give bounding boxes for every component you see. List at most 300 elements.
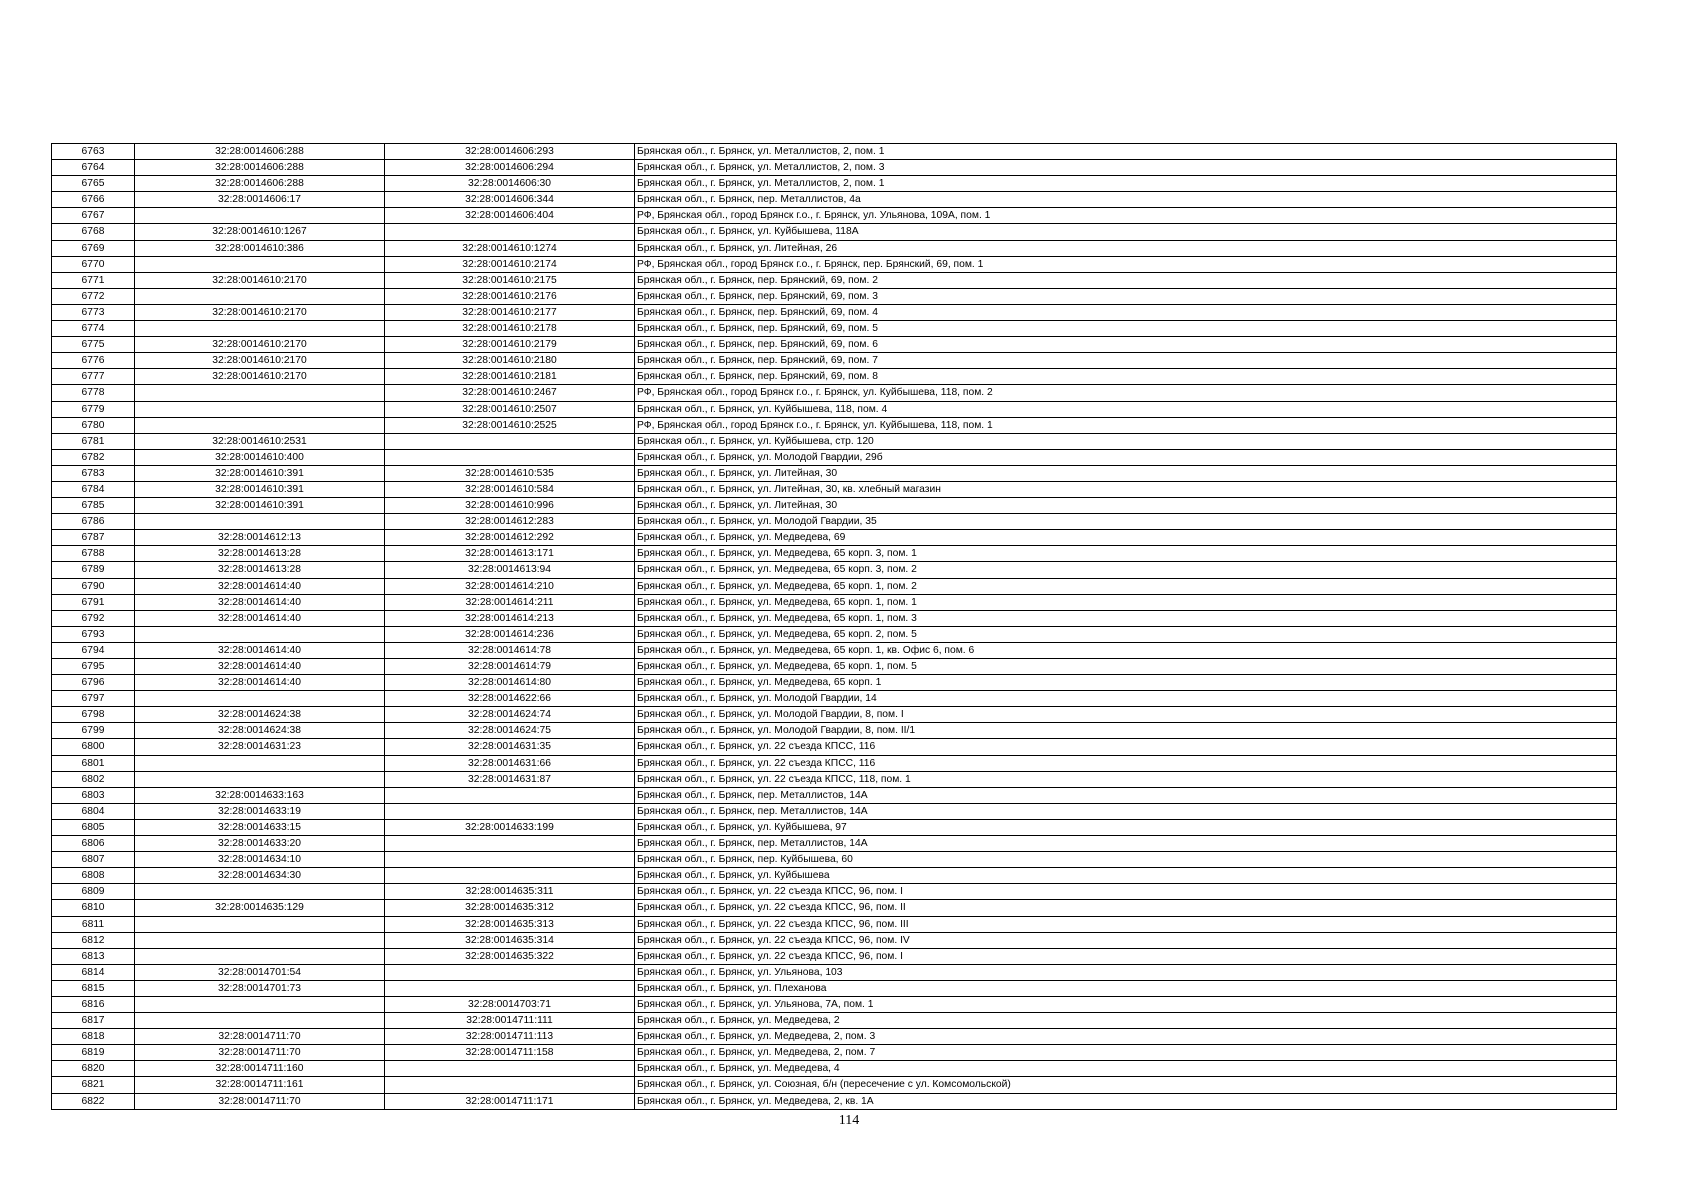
land-cadastral-number-cell: 32:28:0014610:2170 [135,304,385,320]
table-row [52,723,1617,739]
table-row [52,707,1617,723]
address-cell: Брянская обл., г. Брянск, ул. 22 съезда КПСС, 96, пом. I [635,884,1617,900]
table-row [52,385,1617,401]
address-cell: Брянская обл., г. Брянск, ул. Плеханова [635,980,1617,996]
row-number-cell: 6802 [52,771,135,787]
row-number-cell: 6796 [52,675,135,691]
table-row [52,1013,1617,1029]
row-number-cell: 6811 [52,916,135,932]
land-cadastral-number-cell: 32:28:0014606:288 [135,160,385,176]
address-cell: Брянская обл., г. Брянск, пер. Металлистов, 14А [635,803,1617,819]
land-cadastral-number-cell [135,208,385,224]
object-cadastral-number-cell: 32:28:0014613:171 [385,546,635,562]
row-number-cell: 6787 [52,530,135,546]
address-cell: РФ, Брянская обл., город Брянск г.о., г. Брянск, ул. Ульянова, 109А, пом. 1 [635,208,1617,224]
object-cadastral-number-cell: 32:28:0014610:2507 [385,401,635,417]
object-cadastral-number-cell [385,868,635,884]
address-cell: Брянская обл., г. Брянск, ул. Медведева, 2, кв. 1А [635,1093,1617,1109]
object-cadastral-number-cell: 32:28:0014610:584 [385,481,635,497]
object-cadastral-number-cell: 32:28:0014610:2179 [385,337,635,353]
land-cadastral-number-cell [135,771,385,787]
row-number-cell: 6767 [52,208,135,224]
object-cadastral-number-cell [385,836,635,852]
table-row [52,980,1617,996]
object-cadastral-number-cell: 32:28:0014610:535 [385,465,635,481]
address-cell: Брянская обл., г. Брянск, пер. Брянский, 69, пом. 5 [635,321,1617,337]
row-number-cell: 6818 [52,1029,135,1045]
land-cadastral-number-cell: 32:28:0014635:129 [135,900,385,916]
land-cadastral-number-cell: 32:28:0014610:391 [135,465,385,481]
land-cadastral-number-cell: 32:28:0014610:2170 [135,369,385,385]
object-cadastral-number-cell: 32:28:0014703:71 [385,996,635,1012]
land-cadastral-number-cell: 32:28:0014711:161 [135,1077,385,1093]
land-cadastral-number-cell [135,932,385,948]
address-cell: Брянская обл., г. Брянск, ул. Медведева, 4 [635,1061,1617,1077]
land-cadastral-number-cell: 32:28:0014634:10 [135,852,385,868]
land-cadastral-number-cell: 32:28:0014624:38 [135,707,385,723]
row-number-cell: 6816 [52,996,135,1012]
row-number-cell: 6810 [52,900,135,916]
row-number-cell: 6763 [52,144,135,160]
row-number-cell: 6799 [52,723,135,739]
table-row [52,578,1617,594]
land-cadastral-number-cell: 32:28:0014610:2170 [135,353,385,369]
object-cadastral-number-cell [385,964,635,980]
object-cadastral-number-cell: 32:28:0014614:210 [385,578,635,594]
land-cadastral-number-cell: 32:28:0014610:2531 [135,433,385,449]
row-number-cell: 6795 [52,659,135,675]
table-row [52,610,1617,626]
land-cadastral-number-cell: 32:28:0014614:40 [135,610,385,626]
table-row [52,498,1617,514]
row-number-cell: 6783 [52,465,135,481]
row-number-cell: 6772 [52,288,135,304]
object-cadastral-number-cell [385,224,635,240]
land-cadastral-number-cell [135,884,385,900]
object-cadastral-number-cell: 32:28:0014610:2181 [385,369,635,385]
object-cadastral-number-cell: 32:28:0014606:293 [385,144,635,160]
object-cadastral-number-cell [385,803,635,819]
object-cadastral-number-cell: 32:28:0014633:199 [385,819,635,835]
address-cell: Брянская обл., г. Брянск, ул. Медведева, 65 корп. 1, кв. Офис 6, пом. 6 [635,642,1617,658]
address-cell: Брянская обл., г. Брянск, пер. Брянский, 69, пом. 3 [635,288,1617,304]
land-cadastral-number-cell [135,996,385,1012]
land-cadastral-number-cell: 32:28:0014633:163 [135,787,385,803]
address-cell: Брянская обл., г. Брянск, ул. 22 съезда КПСС, 96, пом. IV [635,932,1617,948]
row-number-cell: 6815 [52,980,135,996]
row-number-cell: 6777 [52,369,135,385]
table-row [52,321,1617,337]
table-row [52,996,1617,1012]
address-cell: Брянская обл., г. Брянск, пер. Брянский, 69, пом. 6 [635,337,1617,353]
table-row [52,224,1617,240]
object-cadastral-number-cell: 32:28:0014711:113 [385,1029,635,1045]
row-number-cell: 6817 [52,1013,135,1029]
land-cadastral-number-cell: 32:28:0014614:40 [135,659,385,675]
object-cadastral-number-cell: 32:28:0014631:66 [385,755,635,771]
table-row [52,852,1617,868]
object-cadastral-number-cell [385,449,635,465]
table-row [52,755,1617,771]
table-row [52,176,1617,192]
address-cell: Брянская обл., г. Брянск, ул. 22 съезда КПСС, 96, пом. II [635,900,1617,916]
row-number-cell: 6770 [52,256,135,272]
land-cadastral-number-cell: 32:28:0014610:386 [135,240,385,256]
table-row [52,819,1617,835]
object-cadastral-number-cell: 32:28:0014614:213 [385,610,635,626]
page-number: 114 [838,1113,860,1128]
address-cell: Брянская обл., г. Брянск, ул. Молодой Гвардии, 29б [635,449,1617,465]
address-cell: Брянская обл., г. Брянск, ул. Куйбышева, стр. 120 [635,433,1617,449]
row-number-cell: 6794 [52,642,135,658]
land-cadastral-number-cell [135,1013,385,1029]
land-cadastral-number-cell [135,401,385,417]
address-cell: Брянская обл., г. Брянск, ул. Медведева, 2 [635,1013,1617,1029]
land-cadastral-number-cell [135,256,385,272]
land-cadastral-number-cell: 32:28:0014634:30 [135,868,385,884]
address-cell: Брянская обл., г. Брянск, ул. Молодой Гвардии, 35 [635,514,1617,530]
row-number-cell: 6766 [52,192,135,208]
land-cadastral-number-cell: 32:28:0014614:40 [135,675,385,691]
row-number-cell: 6803 [52,787,135,803]
table-row [52,256,1617,272]
land-cadastral-number-cell: 32:28:0014610:391 [135,481,385,497]
row-number-cell: 6791 [52,594,135,610]
table-row [52,481,1617,497]
row-number-cell: 6769 [52,240,135,256]
row-number-cell: 6789 [52,562,135,578]
land-cadastral-number-cell [135,288,385,304]
table-row [52,916,1617,932]
address-cell: Брянская обл., г. Брянск, ул. Медведева, 65 корп. 1, пом. 5 [635,659,1617,675]
table-row [52,659,1617,675]
table-row [52,288,1617,304]
object-cadastral-number-cell [385,1077,635,1093]
row-number-cell: 6805 [52,819,135,835]
address-cell: Брянская обл., г. Брянск, ул. Медведева, 69 [635,530,1617,546]
table-row [52,208,1617,224]
row-number-cell: 6788 [52,546,135,562]
address-cell: Брянская обл., г. Брянск, ул. Литейная, 30 [635,498,1617,514]
land-cadastral-number-cell: 32:28:0014711:160 [135,1061,385,1077]
row-number-cell: 6779 [52,401,135,417]
object-cadastral-number-cell: 32:28:0014606:294 [385,160,635,176]
land-cadastral-number-cell: 32:28:0014614:40 [135,578,385,594]
address-cell: Брянская обл., г. Брянск, ул. Медведева, 65 корп. 1, пом. 2 [635,578,1617,594]
land-cadastral-number-cell [135,916,385,932]
address-cell: Брянская обл., г. Брянск, ул. 22 съезда КПСС, 118, пом. 1 [635,771,1617,787]
address-cell: Брянская обл., г. Брянск, ул. Медведева, 65 корп. 1, пом. 3 [635,610,1617,626]
table-row [52,836,1617,852]
land-cadastral-number-cell: 32:28:0014606:17 [135,192,385,208]
table-row [52,900,1617,916]
land-cadastral-number-cell [135,321,385,337]
address-cell: Брянская обл., г. Брянск, ул. Молодой Гвардии, 8, пом. II/1 [635,723,1617,739]
address-cell: Брянская обл., г. Брянск, ул. Литейная, 30 [635,465,1617,481]
table-row [52,449,1617,465]
object-cadastral-number-cell: 32:28:0014610:1274 [385,240,635,256]
object-cadastral-number-cell: 32:28:0014624:74 [385,707,635,723]
object-cadastral-number-cell: 32:28:0014635:322 [385,948,635,964]
address-cell: Брянская обл., г. Брянск, пер. Брянский, 69, пом. 7 [635,353,1617,369]
row-number-cell: 6784 [52,481,135,497]
object-cadastral-number-cell: 32:28:0014711:171 [385,1093,635,1109]
address-cell: Брянская обл., г. Брянск, ул. Ульянова, 103 [635,964,1617,980]
address-cell: Брянская обл., г. Брянск, ул. Союзная, б/н (пересечение с ул. Комсомольской) [635,1077,1617,1093]
land-cadastral-number-cell [135,948,385,964]
row-number-cell: 6793 [52,626,135,642]
table-row [52,803,1617,819]
address-cell: РФ, Брянская обл., город Брянск г.о., г. Брянск, пер. Брянский, 69, пом. 1 [635,256,1617,272]
land-cadastral-number-cell: 32:28:0014610:2170 [135,337,385,353]
table-row [52,642,1617,658]
object-cadastral-number-cell: 32:28:0014610:2176 [385,288,635,304]
row-number-cell: 6782 [52,449,135,465]
object-cadastral-number-cell: 32:28:0014635:312 [385,900,635,916]
address-cell: Брянская обл., г. Брянск, ул. 22 съезда КПСС, 116 [635,755,1617,771]
object-cadastral-number-cell: 32:28:0014606:30 [385,176,635,192]
land-cadastral-number-cell: 32:28:0014612:13 [135,530,385,546]
land-cadastral-number-cell [135,385,385,401]
land-cadastral-number-cell: 32:28:0014613:28 [135,546,385,562]
land-cadastral-number-cell: 32:28:0014613:28 [135,562,385,578]
object-cadastral-number-cell: 32:28:0014711:158 [385,1045,635,1061]
address-cell: Брянская обл., г. Брянск, ул. 22 съезда КПСС, 116 [635,739,1617,755]
address-cell: Брянская обл., г. Брянск, пер. Брянский, 69, пом. 8 [635,369,1617,385]
object-cadastral-number-cell: 32:28:0014614:211 [385,594,635,610]
address-cell: Брянская обл., г. Брянск, ул. Молодой Гвардии, 8, пом. I [635,707,1617,723]
table-row [52,337,1617,353]
table-row [52,594,1617,610]
table-row [52,192,1617,208]
object-cadastral-number-cell: 32:28:0014614:236 [385,626,635,642]
table-row [52,417,1617,433]
address-cell: Брянская обл., г. Брянск, пер. Брянский, 69, пом. 2 [635,272,1617,288]
address-cell: Брянская обл., г. Брянск, ул. Молодой Гвардии, 14 [635,691,1617,707]
table-row [52,691,1617,707]
row-number-cell: 6792 [52,610,135,626]
address-cell: Брянская обл., г. Брянск, ул. Металлистов, 2, пом. 1 [635,144,1617,160]
address-cell: Брянская обл., г. Брянск, ул. Медведева, 65 корп. 1, пом. 1 [635,594,1617,610]
table-row [52,514,1617,530]
land-cadastral-number-cell: 32:28:0014606:288 [135,144,385,160]
object-cadastral-number-cell: 32:28:0014610:2175 [385,272,635,288]
land-cadastral-number-cell: 32:28:0014610:400 [135,449,385,465]
address-cell: Брянская обл., г. Брянск, пер. Металлистов, 4а [635,192,1617,208]
table-row [52,771,1617,787]
object-cadastral-number-cell: 32:28:0014614:80 [385,675,635,691]
row-number-cell: 6800 [52,739,135,755]
row-number-cell: 6771 [52,272,135,288]
table-row [52,739,1617,755]
row-number-cell: 6814 [52,964,135,980]
land-cadastral-number-cell: 32:28:0014614:40 [135,594,385,610]
address-cell: Брянская обл., г. Брянск, ул. Литейная, 30, кв. хлебный магазин [635,481,1617,497]
table-row [52,465,1617,481]
address-cell: Брянская обл., г. Брянск, ул. Куйбышева [635,868,1617,884]
object-cadastral-number-cell: 32:28:0014610:2525 [385,417,635,433]
object-cadastral-number-cell [385,1061,635,1077]
row-number-cell: 6820 [52,1061,135,1077]
land-cadastral-number-cell: 32:28:0014610:391 [135,498,385,514]
table-row [52,546,1617,562]
row-number-cell: 6778 [52,385,135,401]
object-cadastral-number-cell: 32:28:0014606:404 [385,208,635,224]
object-cadastral-number-cell: 32:28:0014612:292 [385,530,635,546]
address-cell: РФ, Брянская обл., город Брянск г.о., г. Брянск, ул. Куйбышева, 118, пом. 2 [635,385,1617,401]
object-cadastral-number-cell [385,787,635,803]
address-cell: Брянская обл., г. Брянск, ул. Куйбышева, 118А [635,224,1617,240]
address-cell: Брянская обл., г. Брянск, ул. Медведева, 65 корп. 3, пом. 2 [635,562,1617,578]
address-cell: Брянская обл., г. Брянск, ул. 22 съезда КПСС, 96, пом. I [635,948,1617,964]
object-cadastral-number-cell: 32:28:0014610:996 [385,498,635,514]
land-cadastral-number-cell: 32:28:0014711:70 [135,1029,385,1045]
land-cadastral-number-cell [135,626,385,642]
row-number-cell: 6808 [52,868,135,884]
row-number-cell: 6790 [52,578,135,594]
row-number-cell: 6822 [52,1093,135,1109]
table-row [52,1061,1617,1077]
address-cell: Брянская обл., г. Брянск, пер. Брянский, 69, пом. 4 [635,304,1617,320]
table-row [52,626,1617,642]
land-cadastral-number-cell: 32:28:0014711:70 [135,1045,385,1061]
table-row [52,1077,1617,1093]
address-cell: Брянская обл., г. Брянск, пер. Металлистов, 14А [635,836,1617,852]
land-cadastral-number-cell: 32:28:0014701:54 [135,964,385,980]
address-cell: РФ, Брянская обл., город Брянск г.о., г. Брянск, ул. Куйбышева, 118, пом. 1 [635,417,1617,433]
object-cadastral-number-cell: 32:28:0014631:35 [385,739,635,755]
table-row [52,353,1617,369]
row-number-cell: 6773 [52,304,135,320]
cadastral-table-body [52,144,1617,1110]
row-number-cell: 6813 [52,948,135,964]
land-cadastral-number-cell [135,691,385,707]
object-cadastral-number-cell: 32:28:0014610:2467 [385,385,635,401]
object-cadastral-number-cell: 32:28:0014614:79 [385,659,635,675]
address-cell: Брянская обл., г. Брянск, ул. Медведева, 65 корп. 3, пом. 1 [635,546,1617,562]
object-cadastral-number-cell: 32:28:0014610:2178 [385,321,635,337]
object-cadastral-number-cell: 32:28:0014612:283 [385,514,635,530]
land-cadastral-number-cell: 32:28:0014624:38 [135,723,385,739]
object-cadastral-number-cell: 32:28:0014610:2177 [385,304,635,320]
object-cadastral-number-cell: 32:28:0014610:2180 [385,353,635,369]
object-cadastral-number-cell: 32:28:0014610:2174 [385,256,635,272]
table-row [52,433,1617,449]
address-cell: Брянская обл., г. Брянск, пер. Металлистов, 14А [635,787,1617,803]
row-number-cell: 6798 [52,707,135,723]
row-number-cell: 6786 [52,514,135,530]
land-cadastral-number-cell: 32:28:0014633:20 [135,836,385,852]
row-number-cell: 6764 [52,160,135,176]
address-cell: Брянская обл., г. Брянск, пер. Куйбышева, 60 [635,852,1617,868]
land-cadastral-number-cell: 32:28:0014606:288 [135,176,385,192]
table-row [52,964,1617,980]
row-number-cell: 6804 [52,803,135,819]
object-cadastral-number-cell [385,980,635,996]
row-number-cell: 6781 [52,433,135,449]
table-row [52,675,1617,691]
row-number-cell: 6776 [52,353,135,369]
table-row [52,240,1617,256]
address-cell: Брянская обл., г. Брянск, ул. Медведева, 65 корп. 1 [635,675,1617,691]
land-cadastral-number-cell [135,417,385,433]
land-cadastral-number-cell: 32:28:0014614:40 [135,642,385,658]
row-number-cell: 6775 [52,337,135,353]
object-cadastral-number-cell: 32:28:0014606:344 [385,192,635,208]
table-row [52,530,1617,546]
address-cell: Брянская обл., г. Брянск, ул. Ульянова, 7А, пом. 1 [635,996,1617,1012]
cadastral-table [51,143,1617,1110]
row-number-cell: 6812 [52,932,135,948]
address-cell: Брянская обл., г. Брянск, ул. Куйбышева, 118, пом. 4 [635,401,1617,417]
table-row [52,1045,1617,1061]
table-row [52,868,1617,884]
address-cell: Брянская обл., г. Брянск, ул. Литейная, 26 [635,240,1617,256]
land-cadastral-number-cell: 32:28:0014711:70 [135,1093,385,1109]
object-cadastral-number-cell: 32:28:0014635:314 [385,932,635,948]
land-cadastral-number-cell: 32:28:0014701:73 [135,980,385,996]
table-row [52,1029,1617,1045]
row-number-cell: 6819 [52,1045,135,1061]
address-cell: Брянская обл., г. Брянск, ул. Куйбышева, 97 [635,819,1617,835]
object-cadastral-number-cell: 32:28:0014622:66 [385,691,635,707]
row-number-cell: 6807 [52,852,135,868]
row-number-cell: 6768 [52,224,135,240]
land-cadastral-number-cell: 32:28:0014610:1267 [135,224,385,240]
address-cell: Брянская обл., г. Брянск, ул. Медведева, 65 корп. 2, пом. 5 [635,626,1617,642]
row-number-cell: 6809 [52,884,135,900]
object-cadastral-number-cell: 32:28:0014711:111 [385,1013,635,1029]
object-cadastral-number-cell: 32:28:0014624:75 [385,723,635,739]
address-cell: Брянская обл., г. Брянск, ул. Металлистов, 2, пом. 3 [635,160,1617,176]
table-row [52,369,1617,385]
table-row [52,948,1617,964]
address-cell: Брянская обл., г. Брянск, ул. Металлистов, 2, пом. 1 [635,176,1617,192]
row-number-cell: 6806 [52,836,135,852]
table-row [52,272,1617,288]
object-cadastral-number-cell: 32:28:0014613:94 [385,562,635,578]
land-cadastral-number-cell: 32:28:0014633:19 [135,803,385,819]
row-number-cell: 6785 [52,498,135,514]
object-cadastral-number-cell: 32:28:0014635:311 [385,884,635,900]
land-cadastral-number-cell: 32:28:0014631:23 [135,739,385,755]
row-number-cell: 6797 [52,691,135,707]
land-cadastral-number-cell: 32:28:0014633:15 [135,819,385,835]
table-row [52,787,1617,803]
table-row [52,160,1617,176]
table-row [52,144,1617,160]
table-row [52,401,1617,417]
row-number-cell: 6821 [52,1077,135,1093]
object-cadastral-number-cell [385,433,635,449]
object-cadastral-number-cell: 32:28:0014614:78 [385,642,635,658]
object-cadastral-number-cell: 32:28:0014631:87 [385,771,635,787]
address-cell: Брянская обл., г. Брянск, ул. Медведева, 2, пом. 3 [635,1029,1617,1045]
land-cadastral-number-cell [135,514,385,530]
table-row [52,562,1617,578]
table-row [52,1093,1617,1109]
object-cadastral-number-cell [385,852,635,868]
row-number-cell: 6801 [52,755,135,771]
row-number-cell: 6774 [52,321,135,337]
land-cadastral-number-cell: 32:28:0014610:2170 [135,272,385,288]
row-number-cell: 6765 [52,176,135,192]
row-number-cell: 6780 [52,417,135,433]
address-cell: Брянская обл., г. Брянск, ул. Медведева, 2, пом. 7 [635,1045,1617,1061]
land-cadastral-number-cell [135,755,385,771]
object-cadastral-number-cell: 32:28:0014635:313 [385,916,635,932]
table-row [52,932,1617,948]
